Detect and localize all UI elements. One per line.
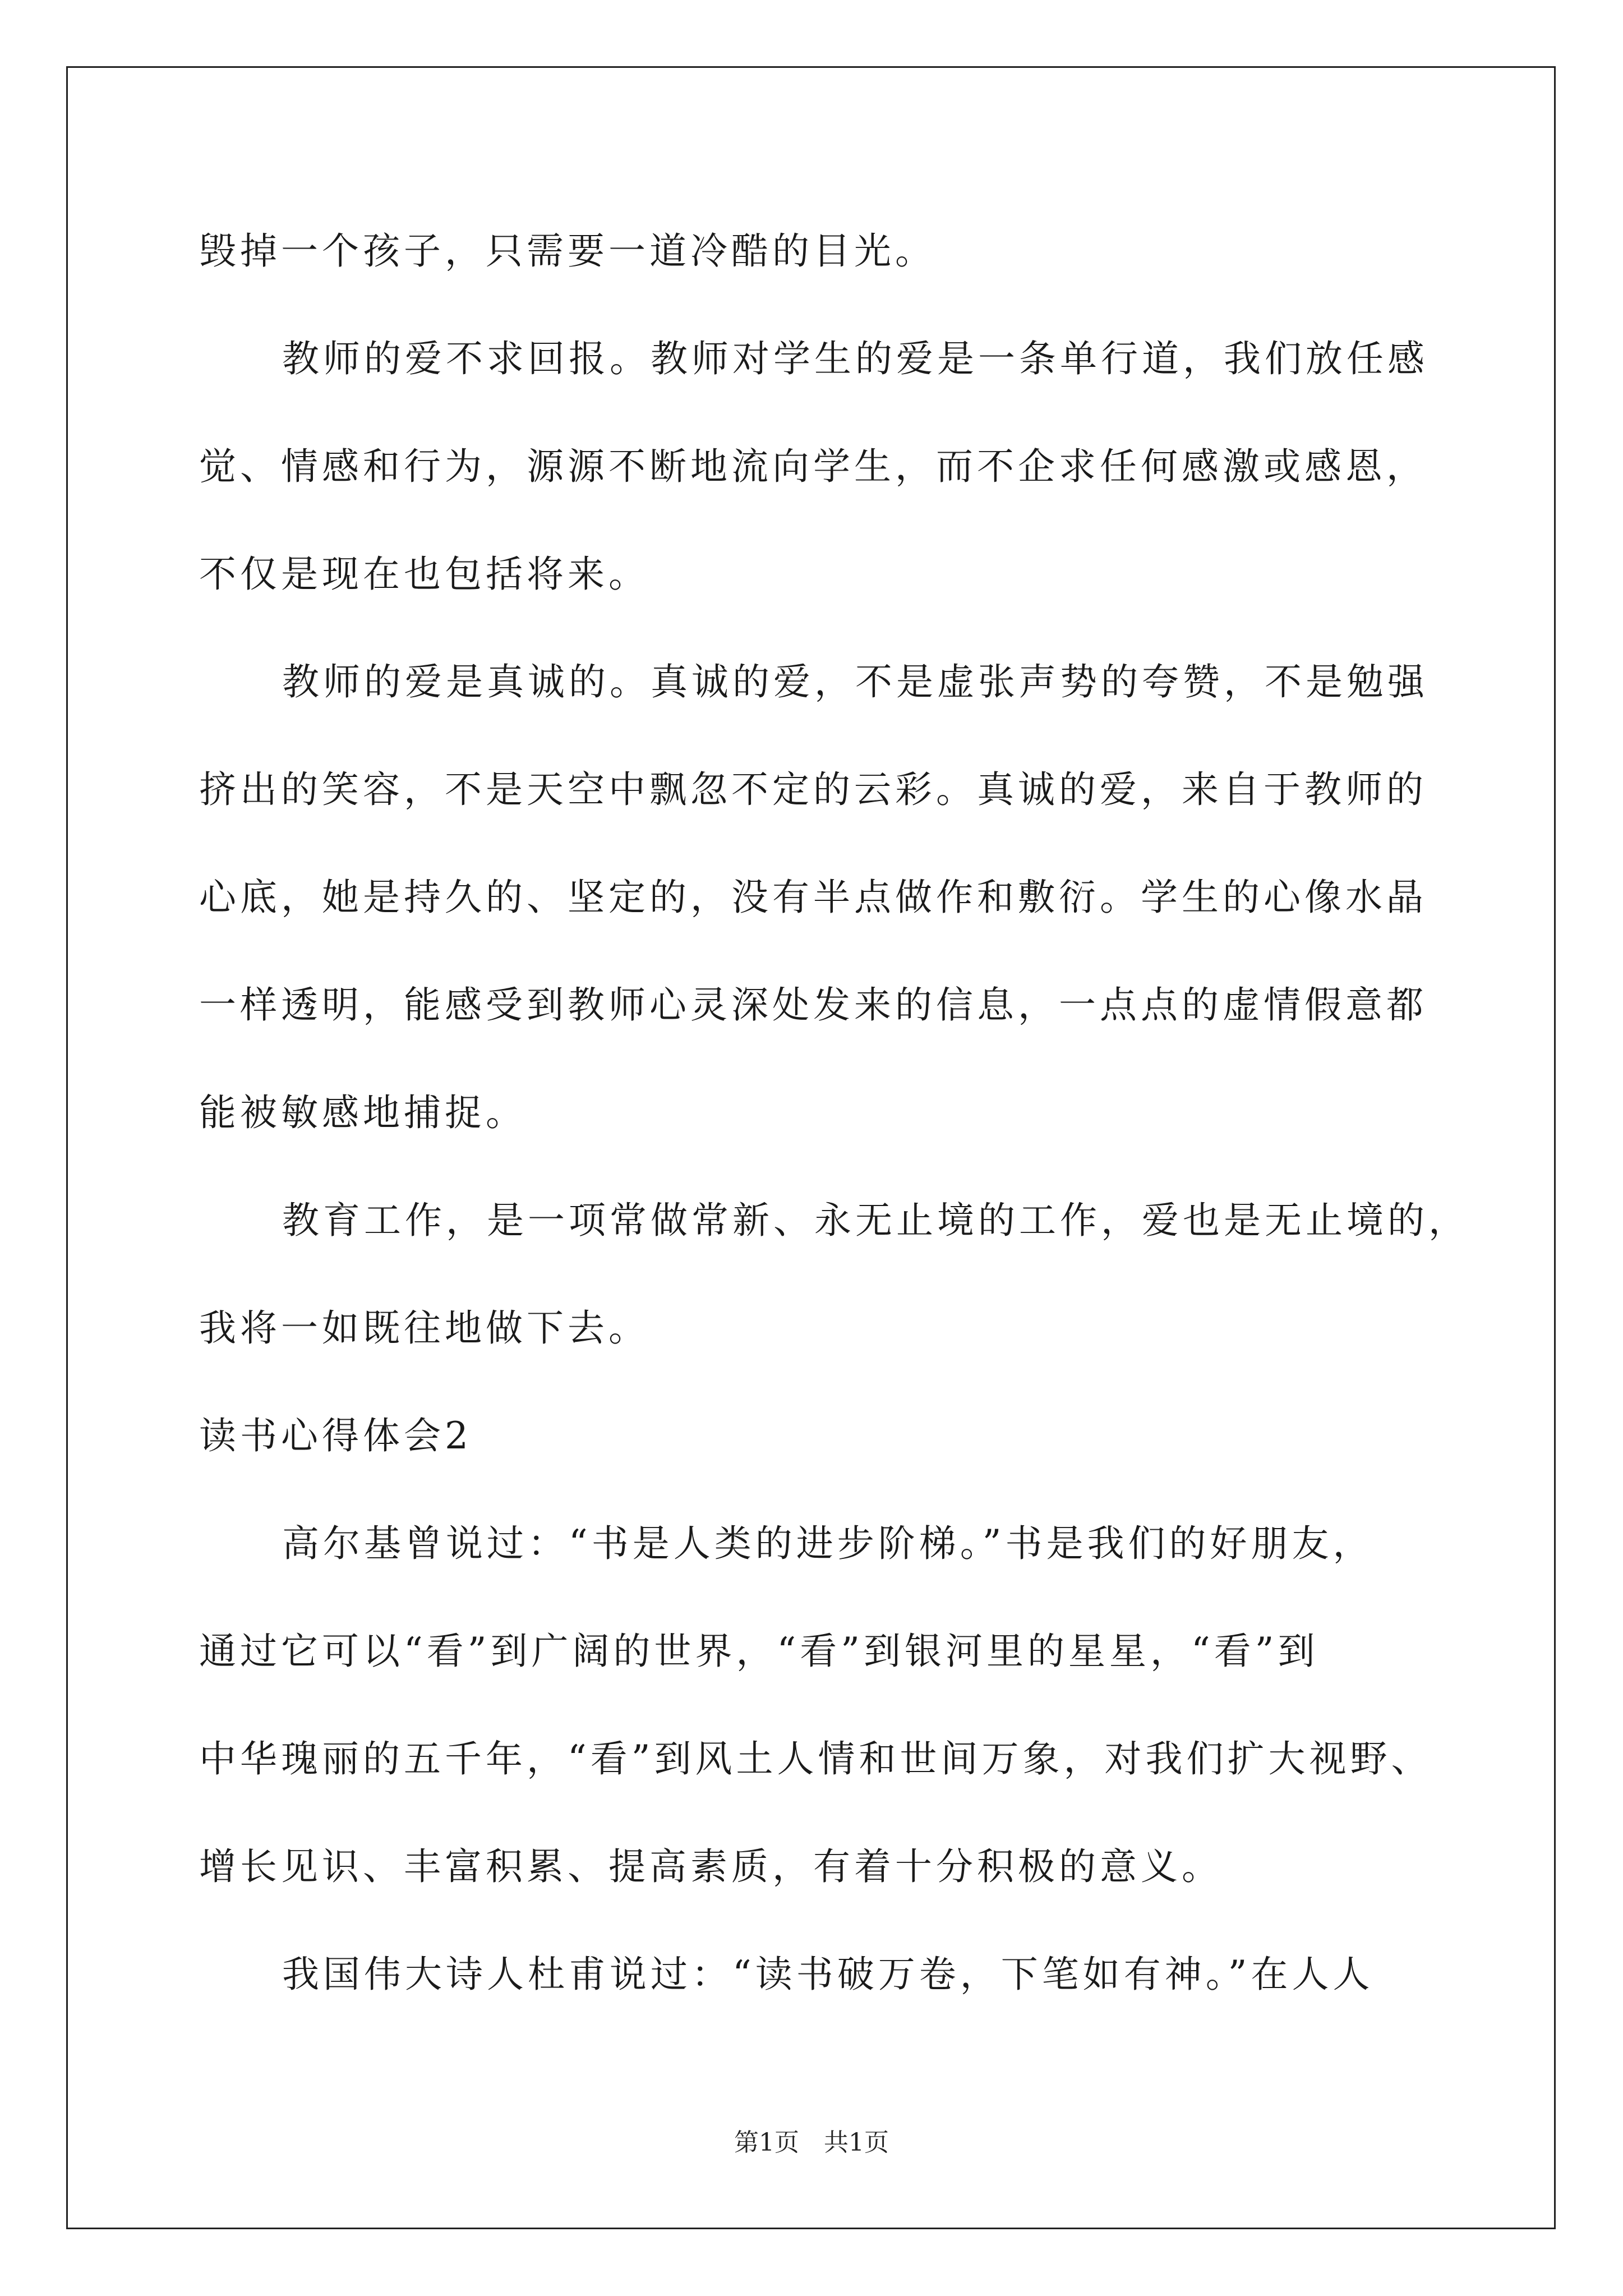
text-line: 中华瑰丽的五千年，“看”到风土人情和世间万象，对我们扩大视野、 [199,1737,1432,1780]
text-line: 觉、情感和行为，源源不断地流向学生，而不企求任何感激或感恩， [199,445,1427,488]
text-line: 增长见识、丰富积累、提高素质，有着十分积极的意义。 [199,1845,1223,1888]
text-line: 通过它可以“看”到广阔的世界，“看”到银河里的星星，“看”到 [199,1630,1319,1673]
text-line: 我将一如既往地做下去。 [199,1306,649,1350]
paragraph-first-line: 教师的爱是真诚的。真诚的爱，不是虚张声势的夸赞，不是勉强 [282,660,1428,703]
paragraph-first-line: 我国伟大诗人杜甫说过：“读书破万卷，下笔如有神。”在人人 [282,1953,1374,1996]
text-line: 能被敏感地捕捉。 [199,1091,527,1134]
page-number-footer: 第1页 共1页 [734,2128,889,2157]
section-heading: 读书心得体会2 [199,1414,472,1457]
paragraph-first-line: 高尔基曾说过：“书是人类的进步阶梯。”书是我们的好朋友， [282,1522,1374,1565]
paragraph-first-line: 教师的爱不求回报。教师对学生的爱是一条单行道，我们放任感 [282,337,1428,380]
text-line: 毁掉一个孩子，只需要一道冷酷的目光。 [199,229,936,273]
text-line: 不仅是现在也包括将来。 [199,553,649,596]
text-line: 心底，她是持久的、坚定的，没有半点做作和敷衍。学生的心像水晶 [199,876,1427,919]
paragraph-first-line: 教育工作，是一项常做常新、永无止境的工作，爱也是无止境的， [282,1199,1469,1242]
page-border [66,66,1556,2229]
text-line: 挤出的笑容，不是天空中飘忽不定的云彩。真诚的爱，来自于教师的 [199,768,1427,811]
text-line: 一样透明，能感受到教师心灵深处发来的信息，一点点的虚情假意都 [199,983,1427,1027]
